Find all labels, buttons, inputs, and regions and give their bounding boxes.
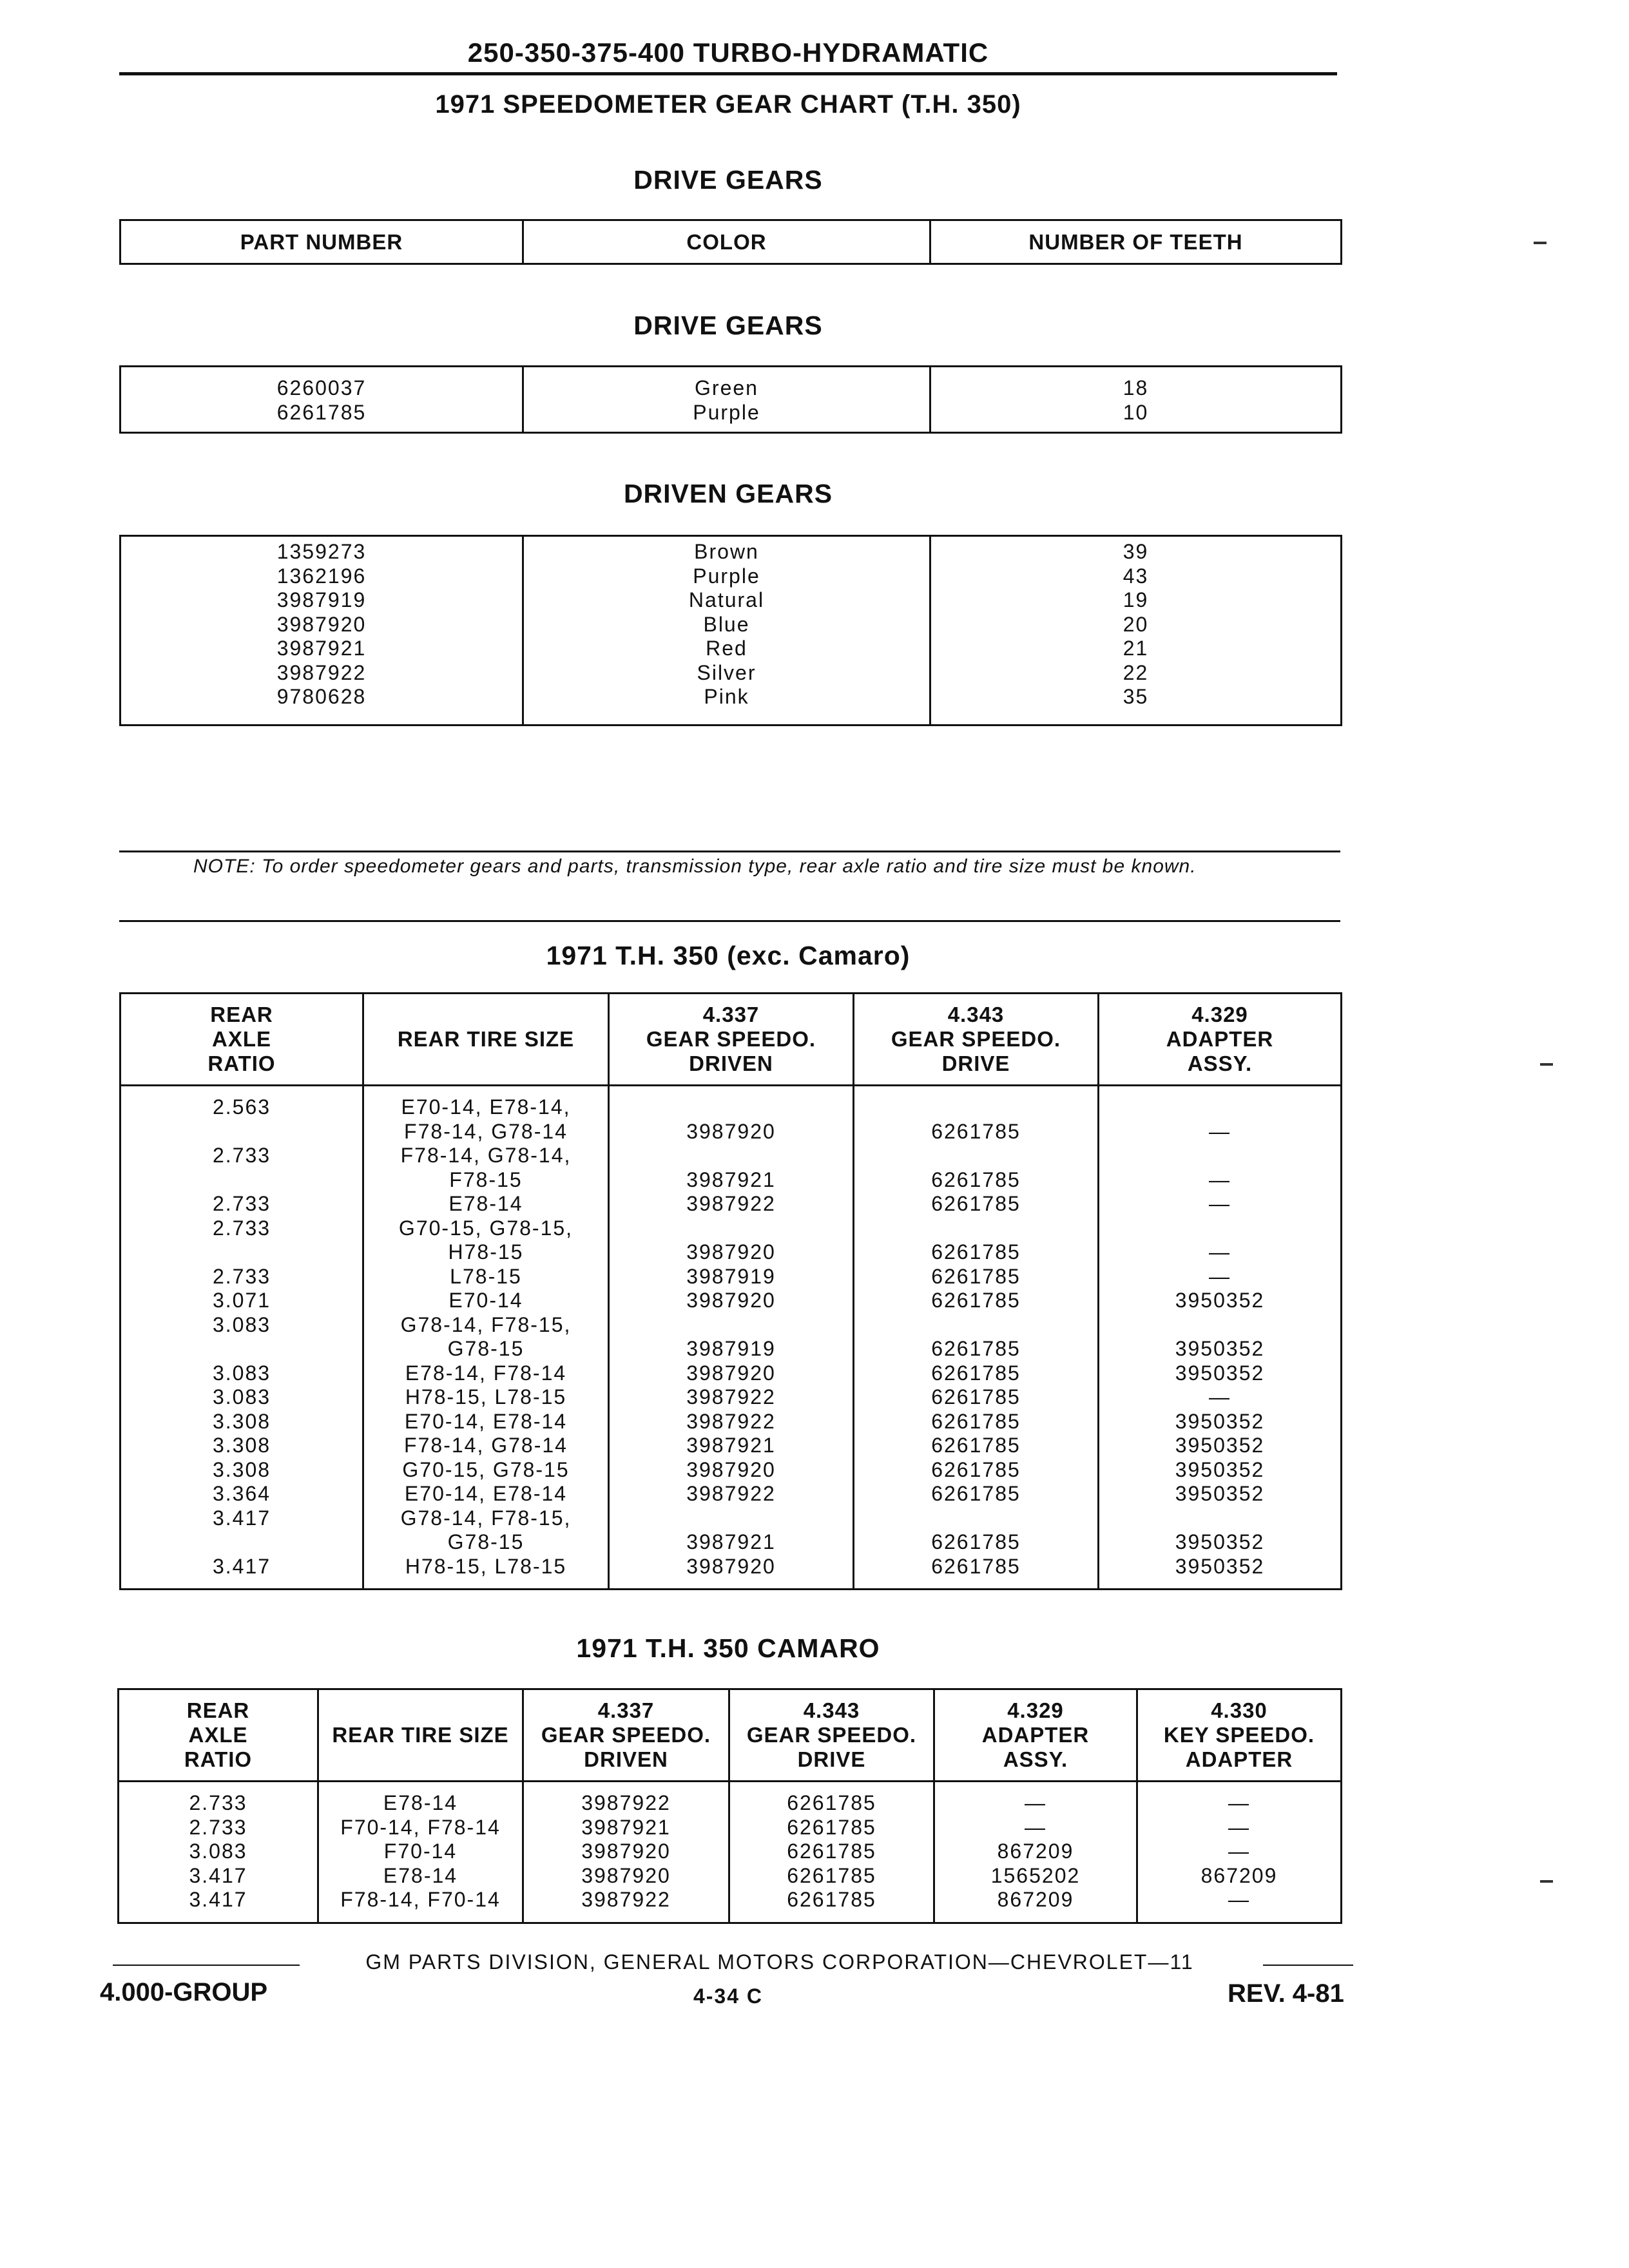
cell-line: 3987922 — [686, 1482, 776, 1505]
th350-drive-cell — [854, 1086, 1099, 1590]
cell-line: 6261785 — [931, 1289, 1021, 1312]
cell-line: 3987921 — [276, 637, 367, 660]
cell-line: 3987920 — [581, 1863, 671, 1887]
cell-line: 3950352 — [1175, 1482, 1265, 1505]
th350-col-adapter — [1099, 994, 1342, 1086]
cell-line: 4.337 — [597, 1698, 655, 1722]
cell-line: 867209 — [997, 1888, 1074, 1911]
cell-line: E78-14 — [383, 1791, 458, 1814]
cell-line: G70-15, G78-15, — [398, 1216, 574, 1240]
cell-line — [121, 1337, 362, 1361]
cell-line: 3987920 — [276, 612, 367, 636]
cell-line — [854, 1216, 1097, 1241]
cell-line: REAR TIRE SIZE — [397, 1027, 575, 1051]
cell-line: ASSY. — [1003, 1747, 1068, 1771]
driven-gears-heading: DRIVEN GEARS — [623, 479, 833, 508]
cell-line: 9780628 — [276, 685, 367, 708]
cell-line: F78-14, G78-14 — [404, 1434, 568, 1457]
camaro-col-axle-ratio — [119, 1689, 318, 1782]
cell-line: 3987920 — [686, 1554, 776, 1578]
cell-line: 3987922 — [686, 1385, 776, 1408]
cell-line: G78-15 — [447, 1337, 525, 1360]
cell-line — [610, 1506, 853, 1531]
cell-line: 43 — [1123, 564, 1149, 588]
cell-line: E78-14 — [448, 1192, 523, 1215]
cell-line: KEY SPEEDO. — [1163, 1723, 1315, 1747]
cell-line: 6261785 — [931, 1457, 1021, 1481]
cell-line: 35 — [1123, 685, 1149, 708]
footer-credit: GM PARTS DIVISION, GENERAL MOTORS CORPORATION—CHEVROLET—11 — [365, 1950, 1194, 1974]
cell-line: 6261785 — [931, 1434, 1021, 1457]
cell-line: 1359273 — [276, 540, 367, 563]
drive-gears-teeth-cell — [930, 367, 1342, 433]
cell-line: 1565202 — [990, 1863, 1081, 1887]
cell-line: 3987921 — [686, 1434, 776, 1457]
cell-line: 3987920 — [581, 1840, 671, 1863]
cell-line: ADAPTER — [981, 1723, 1090, 1747]
th350-heading: 1971 T.H. 350 (exc. Camaro) — [546, 941, 911, 970]
column-color: COLOR — [523, 220, 930, 264]
camaro-key-adapter-cell — [1137, 1782, 1342, 1923]
cell-line: 18 — [1123, 376, 1149, 399]
cell-line: E78-14, F78-14 — [405, 1361, 567, 1385]
cell-line: DRIVE — [797, 1747, 866, 1771]
driven-gears-teeth-cell — [930, 536, 1342, 726]
gear-columns-table — [119, 219, 1342, 265]
cell-line — [1099, 1216, 1340, 1241]
cell-line: G78-14, F78-15, — [400, 1506, 572, 1530]
cell-line: REAR TIRE SIZE — [332, 1723, 509, 1747]
edge-mark — [1540, 1063, 1553, 1066]
drive-gears-table — [119, 365, 1342, 434]
cell-line — [610, 1313, 853, 1338]
cell-line: 3.417 — [189, 1863, 247, 1887]
cell-line: Green — [695, 376, 758, 399]
cell-line: 6261785 — [931, 1240, 1021, 1264]
cell-line: 6261785 — [787, 1888, 876, 1911]
footer-revision: REV. 4-81 — [1228, 1979, 1344, 2008]
title-rule — [119, 72, 1337, 75]
cell-line: 3.083 — [212, 1361, 271, 1385]
cell-line — [610, 1095, 853, 1120]
cell-line: AXLE — [211, 1027, 271, 1051]
cell-line — [1099, 1313, 1340, 1338]
cell-line: G78-15 — [447, 1530, 525, 1553]
cell-line: 3.071 — [212, 1289, 271, 1312]
cell-line: 3987920 — [686, 1457, 776, 1481]
cell-line: 3.308 — [212, 1434, 271, 1457]
th350-col-tire-size — [363, 994, 609, 1086]
cell-line: 2.733 — [189, 1815, 247, 1839]
cell-line: 6261785 — [931, 1554, 1021, 1578]
cell-line — [854, 1144, 1097, 1168]
footer-dash-left — [113, 1965, 300, 1966]
cell-line: 3950352 — [1175, 1409, 1265, 1433]
cell-line: — — [1209, 1240, 1231, 1264]
cell-line: F78-15 — [449, 1168, 523, 1191]
cell-line — [610, 1144, 853, 1168]
cell-line: DRIVEN — [689, 1052, 773, 1075]
cell-line: DRIVEN — [584, 1747, 668, 1771]
cell-line: — — [1025, 1791, 1046, 1814]
cell-line: 3987920 — [686, 1240, 776, 1264]
cell-line: 4.343 — [947, 1003, 1005, 1026]
cell-line: 4.343 — [803, 1698, 860, 1722]
cell-line: 10 — [1123, 400, 1149, 424]
column-number-of-teeth: NUMBER OF TEETH — [930, 220, 1342, 264]
cell-line: E70-14, E78-14, — [401, 1095, 571, 1119]
th350-col-axle-ratio — [120, 994, 363, 1086]
cell-line: H78-15, L78-15 — [405, 1554, 567, 1578]
cell-line: 3.417 — [212, 1554, 271, 1578]
cell-line: GEAR SPEEDO. — [541, 1723, 711, 1747]
cell-line: E78-14 — [383, 1863, 458, 1887]
cell-line: Purple — [693, 564, 760, 588]
edge-mark — [1540, 1880, 1553, 1883]
cell-line: GEAR SPEEDO. — [891, 1027, 1061, 1051]
th350-col-drive-gear — [854, 994, 1099, 1086]
cell-line: 3950352 — [1175, 1554, 1265, 1578]
drive-gears-heading: DRIVE GEARS — [633, 311, 823, 340]
cell-line — [121, 1240, 362, 1265]
camaro-table — [117, 1688, 1342, 1924]
cell-line: 3987919 — [276, 588, 367, 611]
footer-page-number: 4-34 C — [693, 1984, 764, 2008]
cell-line — [1099, 1506, 1340, 1531]
cell-line — [1099, 1095, 1340, 1120]
cell-line: 3987922 — [581, 1791, 671, 1814]
driven-gears-table — [119, 535, 1342, 726]
cell-line: 3950352 — [1175, 1337, 1265, 1360]
cell-line: 3.083 — [212, 1385, 271, 1408]
cell-line: 3987920 — [686, 1289, 776, 1312]
cell-line: 867209 — [997, 1840, 1074, 1863]
cell-line: 3987921 — [686, 1168, 776, 1191]
cell-line: RATIO — [207, 1052, 276, 1075]
cell-line: E70-14, E78-14 — [404, 1409, 568, 1433]
cell-line: 2.733 — [212, 1192, 271, 1215]
cell-line — [854, 1506, 1097, 1531]
cell-line: F78-14, F70-14 — [340, 1888, 501, 1911]
cell-line: 3987921 — [686, 1530, 776, 1553]
cell-line: 6261785 — [931, 1119, 1021, 1143]
cell-line: Natural — [688, 588, 765, 611]
cell-line: 6261785 — [931, 1168, 1021, 1191]
camaro-adapter-cell — [934, 1782, 1137, 1923]
cell-line: — — [1209, 1168, 1231, 1191]
cell-line: G70-15, G78-15 — [402, 1457, 570, 1481]
cell-line: RATIO — [184, 1747, 253, 1771]
cell-line: 6261785 — [787, 1840, 876, 1863]
cell-line: 6261785 — [787, 1815, 876, 1839]
cell-line: — — [1209, 1385, 1231, 1408]
cell-line: 2.563 — [212, 1095, 271, 1119]
cell-line: 6261785 — [931, 1385, 1021, 1408]
cell-line: L78-15 — [450, 1264, 522, 1288]
footer-dash-right — [1263, 1965, 1353, 1966]
cell-line: 22 — [1123, 660, 1149, 684]
cell-line: 4.337 — [702, 1003, 760, 1026]
cell-line: 3950352 — [1175, 1530, 1265, 1553]
driven-gears-part-cell — [120, 536, 523, 726]
cell-line: H78-15, L78-15 — [405, 1385, 567, 1408]
cell-line: — — [1209, 1119, 1231, 1143]
cell-line: — — [1209, 1192, 1231, 1215]
cell-line: 3.417 — [212, 1506, 271, 1530]
cell-line: — — [1228, 1791, 1250, 1814]
drive-gears-part-cell — [120, 367, 523, 433]
cell-line: — — [1209, 1264, 1231, 1288]
cell-line: 1362196 — [276, 564, 367, 588]
cell-line: 2.733 — [212, 1216, 271, 1240]
cell-line — [854, 1313, 1097, 1338]
cell-line: 6261785 — [787, 1791, 876, 1814]
footer-credit-line — [113, 1950, 1353, 1976]
cell-line: 6261785 — [931, 1192, 1021, 1215]
cell-line: F78-14, G78-14, — [400, 1144, 572, 1167]
cell-line — [121, 1168, 362, 1193]
cell-line: ASSY. — [1187, 1052, 1253, 1075]
cell-line: G78-14, F78-15, — [400, 1312, 572, 1336]
cell-line: AXLE — [188, 1723, 248, 1747]
cell-line: REAR — [210, 1003, 273, 1026]
cell-line: Pink — [704, 685, 749, 708]
cell-line: — — [1228, 1815, 1250, 1839]
cell-line: 3987922 — [686, 1192, 776, 1215]
cell-line: F70-14 — [383, 1840, 458, 1863]
cell-line: 867209 — [1200, 1863, 1278, 1887]
camaro-driven-cell — [523, 1782, 729, 1923]
cell-line: Blue — [703, 612, 750, 636]
camaro-col-tire-size — [318, 1689, 523, 1782]
cell-line: Silver — [697, 660, 757, 684]
cell-line: GEAR SPEEDO. — [746, 1723, 917, 1747]
note-bottom-rule — [119, 920, 1340, 922]
cell-line: 6261785 — [931, 1409, 1021, 1433]
cell-line: H78-15 — [448, 1240, 524, 1264]
camaro-col-adapter — [934, 1689, 1137, 1782]
cell-line: 6261785 — [931, 1530, 1021, 1553]
cell-line: 3950352 — [1175, 1361, 1265, 1385]
cell-line: 2.733 — [189, 1791, 247, 1814]
cell-line: 3.308 — [212, 1457, 271, 1481]
cell-line — [854, 1095, 1097, 1120]
page-title: 250-350-375-400 TURBO-HYDRAMATIC — [467, 37, 989, 68]
cell-line: 3.417 — [189, 1888, 247, 1911]
cell-line: 3.083 — [189, 1840, 247, 1863]
cell-line: 6261785 — [931, 1264, 1021, 1288]
cell-line: 20 — [1123, 612, 1149, 636]
cell-line: 3987922 — [581, 1888, 671, 1911]
cell-line: ADAPTER — [1185, 1747, 1293, 1771]
cell-line — [610, 1216, 853, 1241]
cell-line: REAR — [186, 1698, 250, 1722]
th350-table — [119, 992, 1342, 1590]
cell-line: 6261785 — [276, 400, 367, 424]
edge-mark — [1534, 242, 1547, 244]
cell-line: DRIVE — [941, 1052, 1010, 1075]
cell-line: 3.364 — [212, 1482, 271, 1505]
drive-gears-color-cell — [523, 367, 930, 433]
column-part-number: PART NUMBER — [120, 220, 523, 264]
th350-col-driven-gear — [609, 994, 854, 1086]
cell-line: 2.733 — [212, 1264, 271, 1288]
cell-line: 4.330 — [1211, 1698, 1268, 1722]
cell-line: 2.733 — [212, 1144, 271, 1167]
cell-line: F70-14, F78-14 — [340, 1815, 501, 1839]
cell-line: 39 — [1123, 540, 1149, 563]
th350-driven-cell — [609, 1086, 854, 1590]
cell-line: ADAPTER — [1166, 1027, 1274, 1051]
cell-line: 3950352 — [1175, 1457, 1265, 1481]
note-top-rule — [119, 850, 1340, 852]
driven-gears-color-cell — [523, 536, 930, 726]
cell-line: 3987920 — [686, 1361, 776, 1385]
cell-line: — — [1025, 1815, 1046, 1839]
cell-line: 3987919 — [686, 1337, 776, 1360]
camaro-col-key-adapter — [1137, 1689, 1342, 1782]
cell-line: 3.308 — [212, 1409, 271, 1433]
cell-line: 21 — [1123, 637, 1149, 660]
camaro-col-drive-gear — [729, 1689, 934, 1782]
cell-line: — — [1228, 1840, 1250, 1863]
cell-line: — — [1228, 1888, 1250, 1911]
order-note: NOTE: To order speedometer gears and parts, transmission type, rear axle ratio and tire size must be known. — [193, 856, 1197, 877]
cell-line: Red — [706, 637, 747, 660]
camaro-col-driven-gear — [523, 1689, 729, 1782]
cell-line: 3950352 — [1175, 1289, 1265, 1312]
cell-line: 6261785 — [931, 1361, 1021, 1385]
cell-line: Purple — [693, 400, 760, 424]
cell-line: E70-14 — [448, 1289, 523, 1312]
camaro-heading: 1971 T.H. 350 CAMARO — [576, 1633, 880, 1663]
cell-line: 6261785 — [787, 1863, 876, 1887]
camaro-tire-cell — [318, 1782, 523, 1923]
cell-line: 19 — [1123, 588, 1149, 611]
th350-ratio-cell — [120, 1086, 363, 1590]
cell-line — [1099, 1144, 1340, 1168]
cell-line: Brown — [694, 540, 759, 563]
cell-line: 4.329 — [1007, 1698, 1064, 1722]
cell-line: 3987922 — [686, 1409, 776, 1433]
cell-line: 3.083 — [212, 1312, 271, 1336]
footer-group: 4.000-GROUP — [100, 1978, 268, 2006]
cell-line: 6260037 — [276, 376, 367, 399]
cell-line — [121, 1530, 362, 1555]
cell-line: E70-14, E78-14 — [404, 1482, 568, 1505]
cell-line: 6261785 — [931, 1482, 1021, 1505]
cell-line: 4.329 — [1191, 1003, 1248, 1026]
cell-line: 3950352 — [1175, 1434, 1265, 1457]
cell-line: 3987920 — [686, 1119, 776, 1143]
cell-line: 6261785 — [931, 1337, 1021, 1360]
camaro-drive-cell — [729, 1782, 934, 1923]
chart-title: 1971 SPEEDOMETER GEAR CHART (T.H. 350) — [435, 90, 1021, 119]
cell-line — [121, 1120, 362, 1144]
camaro-ratio-cell — [119, 1782, 318, 1923]
cell-line: 3987919 — [686, 1264, 776, 1288]
cell-line: 3987921 — [581, 1815, 671, 1839]
cell-line: F78-14, G78-14 — [404, 1119, 568, 1143]
cell-line: GEAR SPEEDO. — [646, 1027, 816, 1051]
cell-line: 3987922 — [276, 660, 367, 684]
drive-gears-header-heading: DRIVE GEARS — [633, 165, 823, 195]
th350-adapter-cell — [1099, 1086, 1342, 1590]
th350-tire-cell — [363, 1086, 609, 1590]
